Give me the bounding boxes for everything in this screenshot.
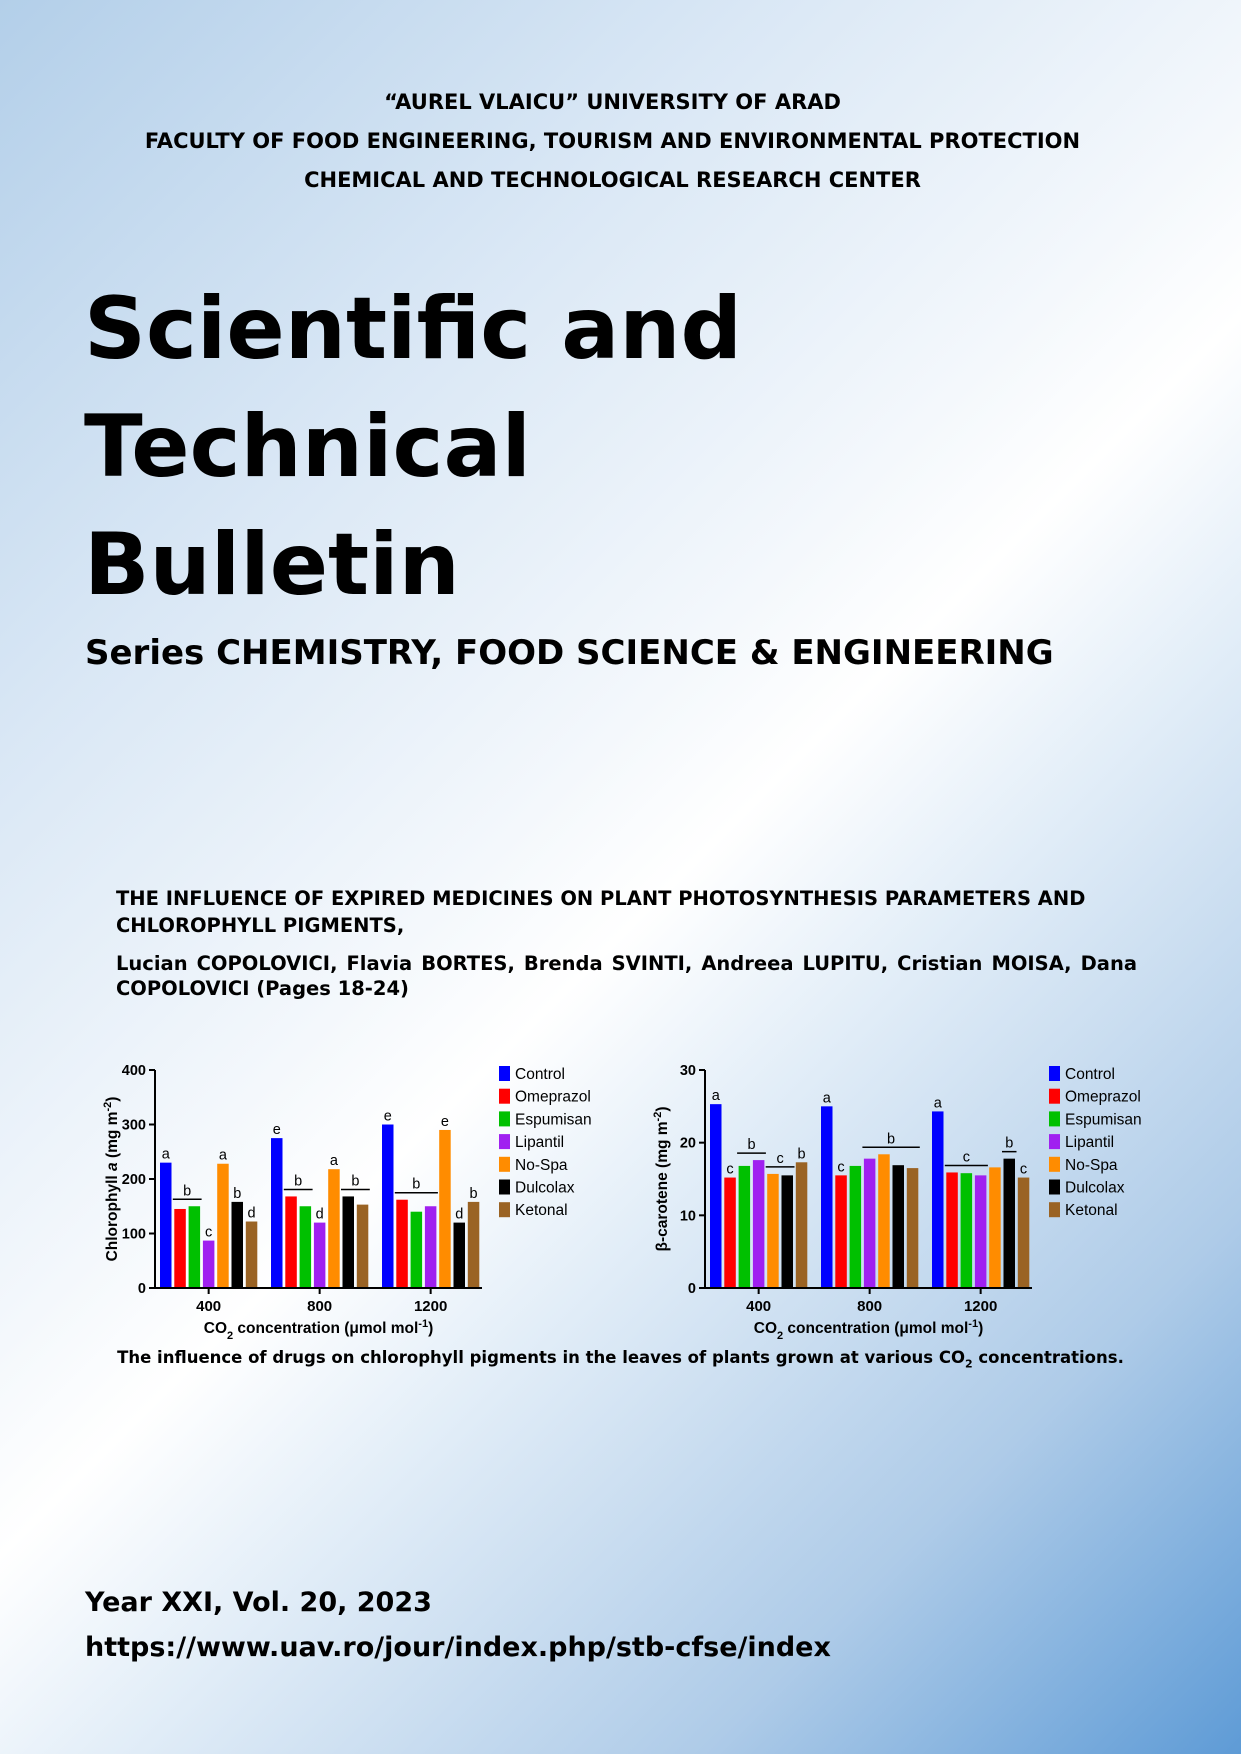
legend-swatch-espumisan <box>1049 1111 1060 1126</box>
x-tick-label: 800 <box>307 1298 333 1315</box>
significance-letter: d <box>247 1205 256 1222</box>
bar-no-spa-800 <box>328 1169 340 1288</box>
significance-letter: b <box>233 1185 242 1202</box>
x-axis-label-text: CO <box>753 1320 777 1337</box>
journal-series: Series CHEMISTRY, FOOD SCIENCE & ENGINEERING <box>85 633 1054 673</box>
x-axis-label-text: ) <box>978 1320 984 1337</box>
y-axis-label-text: (mg m <box>654 1121 671 1173</box>
significance-letter: a <box>218 1147 227 1164</box>
bar-ketonal-800 <box>357 1205 369 1288</box>
significance-letter: b <box>1005 1135 1014 1152</box>
x-axis-label <box>754 1318 984 1342</box>
x-axis-label-text: ) <box>428 1320 434 1337</box>
bar-lipantil-800 <box>314 1223 326 1288</box>
article-title: THE INFLUENCE OF EXPIRED MEDICINES ON PLANT PHOTOSYNTHESIS PARAMETERS AND CHLOROPHYLL PIGMENTS, <box>116 887 1086 937</box>
significance-letter: d <box>455 1206 464 1223</box>
bar-control-1200 <box>932 1111 944 1288</box>
bar-dulcolax-400 <box>782 1175 794 1288</box>
bar-lipantil-400 <box>203 1241 215 1288</box>
y-axis-label <box>102 1097 121 1262</box>
y-tick-label: 100 <box>121 1226 146 1243</box>
x-tick-label: 1200 <box>413 1298 448 1315</box>
bar-lipantil-1200 <box>975 1175 987 1288</box>
bar-espumisan-400 <box>739 1166 751 1288</box>
x-tick-label: 1200 <box>963 1298 998 1315</box>
bar-espumisan-1200 <box>961 1173 973 1288</box>
significance-letter: b <box>887 1131 896 1148</box>
x-axis-label-text: concentration (μmol mol <box>783 1320 969 1337</box>
legend-swatch-control <box>1049 1066 1060 1081</box>
bar-espumisan-800 <box>300 1206 312 1288</box>
significance-letter: a <box>161 1146 170 1163</box>
legend-label-dulcolax: Dulcolax <box>515 1179 575 1197</box>
bar-omeprazol-1200 <box>946 1172 958 1288</box>
significance-letter: b <box>469 1185 478 1202</box>
x-axis-label-superscript: -1 <box>968 1318 979 1330</box>
article-authors: Lucian COPOLOVICI, Flavia BORTES, Brenda SVINTI, Andreea LUPITU, Cristian MOISA, Dana COPOLOVICI (Pages 18-24) <box>116 952 1137 1000</box>
significance-letter: c <box>837 1159 845 1176</box>
bar-ketonal-400 <box>796 1162 808 1288</box>
legend-label-espumisan: Espumisan <box>515 1111 592 1129</box>
y-tick-label: 300 <box>121 1117 146 1134</box>
y-axis-label <box>652 1107 671 1252</box>
legend-swatch-ketonal <box>1049 1202 1060 1217</box>
y-tick-label: 10 <box>679 1208 696 1225</box>
faculty-name: FACULTY OF FOOD ENGINEERING, TOURISM AND ENVIRONMENTAL PROTECTION <box>144 129 1081 153</box>
bar-dulcolax-1200 <box>1004 1159 1016 1288</box>
journal-title-line-2: Technical <box>84 397 531 497</box>
y-axis-label-text: (mg m <box>104 1111 121 1163</box>
legend-swatch-lipantil <box>499 1134 510 1149</box>
legend-swatch-omeprazol <box>1049 1089 1060 1104</box>
bar-ketonal-400 <box>246 1222 257 1288</box>
caption-subscript: 2 <box>965 1357 973 1371</box>
bar-no-spa-1200 <box>439 1130 451 1288</box>
significance-letter: d <box>315 1206 324 1223</box>
significance-letter: b <box>351 1173 360 1190</box>
bar-ketonal-1200 <box>468 1202 480 1288</box>
y-tick-label: 30 <box>679 1063 696 1079</box>
bar-dulcolax-1200 <box>454 1223 466 1288</box>
legend-swatch-dulcolax <box>1049 1180 1060 1195</box>
legend-label-espumisan: Espumisan <box>1065 1111 1142 1129</box>
legend-swatch-espumisan <box>499 1111 510 1126</box>
journal-url[interactable]: https://www.uav.ro/jour/index.php/stb-cfse/index <box>85 1632 831 1663</box>
y-axis-label-superscript: -2 <box>102 1101 114 1112</box>
journal-title-line-1: Scientific and <box>84 279 743 379</box>
legend-label-ketonal: Ketonal <box>1065 1202 1118 1220</box>
bar-omeprazol-400 <box>174 1209 186 1288</box>
legend-swatch-no-spa <box>499 1157 510 1172</box>
bar-omeprazol-1200 <box>396 1200 408 1288</box>
bar-lipantil-400 <box>753 1160 765 1288</box>
bar-no-spa-400 <box>767 1174 779 1288</box>
legend-label-control: Control <box>1065 1066 1115 1083</box>
legend-label-no-spa: No-Spa <box>1065 1156 1118 1174</box>
x-axis-label-text: concentration (μmol mol <box>233 1320 419 1337</box>
significance-letter: a <box>933 1095 942 1112</box>
y-tick-label: 20 <box>679 1135 696 1152</box>
legend-label-ketonal: Ketonal <box>515 1202 568 1220</box>
bar-control-800 <box>271 1138 283 1288</box>
y-tick-label: 0 <box>687 1281 696 1297</box>
legend-swatch-lipantil <box>1049 1134 1060 1149</box>
legend-swatch-dulcolax <box>499 1180 510 1195</box>
bar-omeprazol-400 <box>724 1178 736 1288</box>
legend-swatch-ketonal <box>499 1202 510 1217</box>
bar-omeprazol-800 <box>835 1175 847 1288</box>
bar-control-400 <box>710 1104 722 1288</box>
significance-letter: e <box>383 1108 392 1125</box>
bar-control-1200 <box>382 1125 394 1289</box>
bar-espumisan-800 <box>850 1166 862 1288</box>
significance-letter: c <box>726 1161 734 1178</box>
year-volume: Year XXI, Vol. 20, 2023 <box>85 1587 432 1618</box>
significance-letter: a <box>822 1090 831 1107</box>
y-axis-label-text: β-carotene <box>654 1172 671 1252</box>
bar-control-400 <box>160 1163 172 1288</box>
legend-label-no-spa: No-Spa <box>515 1156 568 1174</box>
x-axis-label <box>204 1318 434 1342</box>
significance-letter: a <box>329 1153 338 1170</box>
significance-letter: b <box>797 1146 806 1163</box>
significance-letter: b <box>183 1183 192 1200</box>
bar-dulcolax-800 <box>893 1165 905 1288</box>
bar-espumisan-400 <box>189 1206 201 1288</box>
bar-dulcolax-400 <box>232 1202 244 1288</box>
x-axis-label-subscript: 2 <box>777 1330 784 1342</box>
significance-letter: c <box>1019 1161 1028 1178</box>
bar-lipantil-1200 <box>425 1206 437 1288</box>
significance-letter: c <box>962 1149 970 1166</box>
x-axis-label-superscript: -1 <box>418 1318 429 1330</box>
legend-label-lipantil: Lipantil <box>515 1134 565 1152</box>
y-axis-label-text: ) <box>104 1096 121 1102</box>
bar-dulcolax-800 <box>343 1196 355 1288</box>
significance-letter: e <box>272 1122 281 1139</box>
chlorophyll-chart <box>95 1050 615 1340</box>
legend-label-dulcolax: Dulcolax <box>1065 1179 1125 1197</box>
legend-label-omeprazol: Omeprazol <box>515 1088 591 1106</box>
x-tick-label: 800 <box>857 1298 883 1315</box>
legend-label-control: Control <box>515 1066 565 1083</box>
journal-title-line-3: Bulletin <box>84 515 460 615</box>
x-axis-label-text: CO <box>203 1320 227 1337</box>
y-axis-label-italic: a <box>104 1162 121 1171</box>
bar-no-spa-1200 <box>989 1167 1001 1288</box>
caption-text: The influence of drugs on chlorophyll pigments in the leaves of plants grown at various CO <box>117 1348 965 1367</box>
significance-letter: b <box>294 1173 303 1190</box>
bar-no-spa-800 <box>878 1154 890 1288</box>
legend-swatch-no-spa <box>1049 1157 1060 1172</box>
y-axis-label-superscript: -2 <box>652 1111 664 1122</box>
y-axis-label-text: ) <box>654 1106 671 1112</box>
significance-letter: c <box>776 1150 784 1167</box>
bar-espumisan-1200 <box>411 1212 423 1288</box>
journal-title <box>84 270 742 624</box>
bar-omeprazol-800 <box>285 1196 297 1288</box>
significance-letter: a <box>711 1088 720 1105</box>
bar-no-spa-400 <box>217 1164 229 1288</box>
x-tick-label: 400 <box>746 1298 772 1315</box>
y-tick-label: 200 <box>121 1172 146 1188</box>
figure-caption <box>0 1348 1241 1370</box>
bar-control-800 <box>821 1106 833 1288</box>
carotene-chart <box>645 1050 1165 1340</box>
y-tick-label: 400 <box>121 1063 146 1079</box>
legend-label-omeprazol: Omeprazol <box>1065 1088 1141 1106</box>
research-center-name: CHEMICAL AND TECHNOLOGICAL RESEARCH CENTER <box>304 168 921 192</box>
x-tick-label: 400 <box>196 1298 222 1315</box>
significance-letter: e <box>440 1113 449 1130</box>
legend-swatch-control <box>499 1066 510 1081</box>
y-axis-label-text: Chlorophyll <box>104 1170 121 1262</box>
significance-letter: b <box>747 1137 756 1154</box>
legend-label-lipantil: Lipantil <box>1065 1134 1115 1152</box>
x-axis-label-subscript: 2 <box>227 1330 234 1342</box>
university-name: “AUREL VLAICU” UNIVERSITY OF ARAD <box>384 90 841 114</box>
significance-letter: b <box>412 1176 421 1193</box>
y-tick-label: 0 <box>137 1281 146 1297</box>
legend-swatch-omeprazol <box>499 1089 510 1104</box>
bar-ketonal-1200 <box>1018 1178 1030 1288</box>
bar-ketonal-800 <box>907 1168 919 1288</box>
caption-end: concentrations. <box>972 1348 1124 1367</box>
significance-letter: c <box>205 1224 213 1241</box>
bar-lipantil-800 <box>864 1159 876 1288</box>
